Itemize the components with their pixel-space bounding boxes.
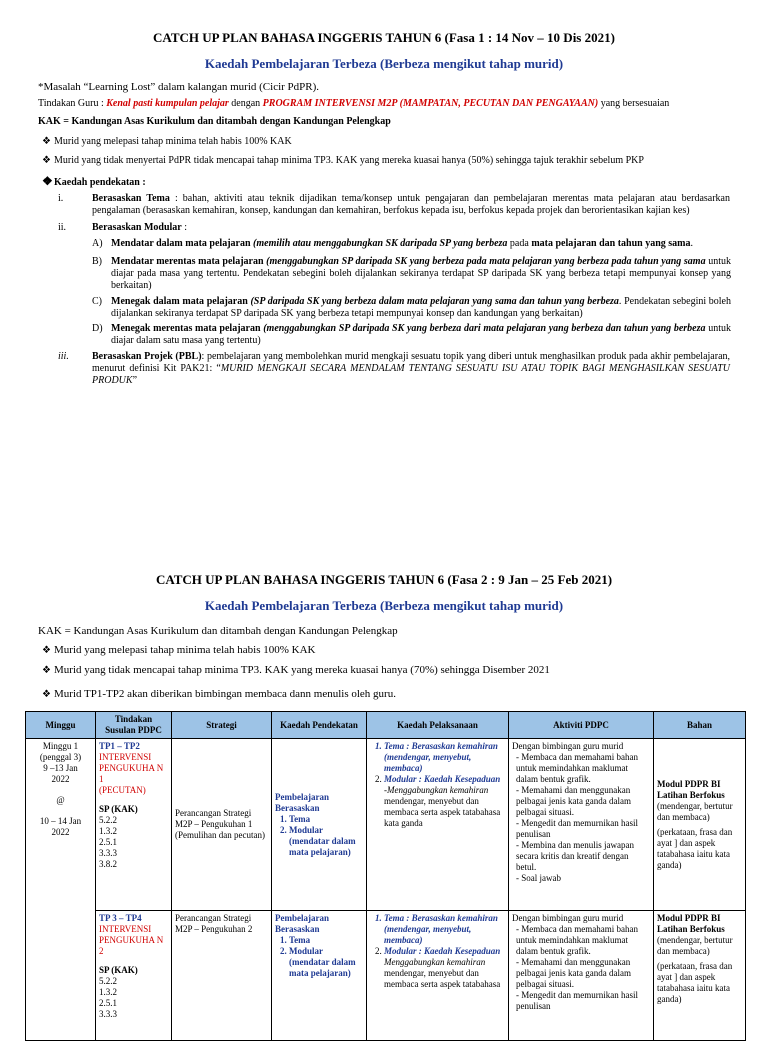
pelaksanaan-item <box>384 946 505 990</box>
pelaksanaan-item: 1. Tema : Berasaskan kemahiran (mendengar, menyebut, membaca) <box>384 741 505 774</box>
diamond-icon: ❖ <box>42 645 51 656</box>
action-prefix: Tindakan Guru : <box>38 98 107 109</box>
action-mid: dengan <box>228 98 263 109</box>
aktiviti-item: - Membaca dan memahami bahan untuk memindahkan maklumat dalam bentuk grafik. <box>516 924 638 956</box>
pendekatan-head: Pembelajaran Berasaskan <box>275 913 329 934</box>
item-ii <box>92 222 187 234</box>
aktiviti-item-text: Membaca dan memahami bahan untuk memindahkan maklumat dalam bentuk grafik. <box>516 924 638 956</box>
pelaksanaan-item-ital: Menggabungkan kemahiran <box>384 957 486 967</box>
tp-label: TP 3 – TP4 <box>99 913 142 923</box>
sp-code: 5.2.2 <box>99 976 117 986</box>
item-iii-bold: Berasaskan Projek (PBL) <box>92 351 202 362</box>
aktiviti-item: - Mengedit dan memurnikan hasil penulisan <box>516 990 638 1011</box>
p2-bullet2-text: Murid yang tidak mencapai tahap minima TP3. KAK yang mereka kuasai hanya (70%) sehingga Disember 2021 <box>54 664 550 676</box>
item-C-ital: (SP daripada SK yang berbeza dalam mata pelajaran yang sama dan tahun yang berbeza <box>247 296 619 307</box>
aktiviti-item-text: Memahami dan menggunakan pelbagai jenis kata ganda dalam pelbagai situasi. <box>516 957 631 989</box>
table-row <box>26 911 746 1041</box>
item-iii-ital: MURID MENGKAJI SECARA MENDALAM TENTANG SESUATU ISU ATAU TOPIK BAGI MENGHASILKAN SESUATU PRODUK <box>92 363 730 386</box>
action-group: Kenal pasti kumpulan pelajar <box>106 98 229 109</box>
item-A-ital: (memilih atau menggabungkan SK daripada SP yang berbeza <box>250 238 508 249</box>
item-B <box>111 256 731 292</box>
header-pendekatan: Kaedah Pendekatan <box>272 712 367 739</box>
pendekatan-head: Pembelajaran Berasaskan <box>275 791 329 813</box>
cell-aktiviti <box>509 739 654 911</box>
phase1-kak: KAK = Kandungan Asas Kurikulum dan ditambah dengan Kandungan Pelengkap <box>38 116 391 127</box>
phase2-subtitle: Kaedah Pembelajaran Terbeza (Berbeza mengikut tahap murid) <box>204 598 564 613</box>
phase2-bullet1 <box>42 644 316 657</box>
item-ii-text: : <box>181 222 188 233</box>
aktiviti-item-text: Mengedit dan memurnikan hasil penulisan <box>516 990 638 1011</box>
item-i-bold: Berasaskan Tema <box>92 193 170 204</box>
bahan-line: (mendengar, bertutur dan membaca) <box>657 800 733 822</box>
item-A-bold2: mata pelajaran dan tahun yang sama <box>531 238 691 249</box>
minggu-line: @ <box>56 795 65 805</box>
pendekatan-item-label: Modular <box>289 946 324 956</box>
phase1-bullet1 <box>42 136 742 148</box>
phase1-approach-heading <box>42 175 146 189</box>
approach-heading-text: Kaedah pendekatan : <box>54 177 146 188</box>
item-B-text: untuk diajar pada masa yang tertentu. Pendekatan sebegini boleh dijalankan sekiranya terdapat SP daripada SK yang berbeza tetapi mempunyai konsep yang berkaitan) <box>111 256 732 291</box>
item-C-bold: Menegak dalam mata pelajaran <box>111 296 248 307</box>
pendekatan-item <box>289 946 363 979</box>
pelaksanaan-item-ital: -Menggabungkan kemahiran <box>384 785 489 795</box>
bahan-title: Modul PDPR BI Latihan Berfokus <box>657 913 725 934</box>
item-D-text: untuk diajar dalam satu masa yang tertentu) <box>111 323 731 346</box>
action-program: PROGRAM INTERVENSI M2P (MAMPATAN, PECUTAN DAN PENGAYAAN) <box>262 98 599 109</box>
aktiviti-head: Dengan bimbingan guru murid <box>512 913 624 923</box>
cell-aktiviti <box>509 911 654 1041</box>
item-iii <box>92 351 730 387</box>
aktiviti-item: - Soal jawab <box>516 873 561 883</box>
pendekatan-item <box>289 825 363 858</box>
item-D-bold: Menegak merentas mata pelajaran <box>111 323 261 334</box>
aktiviti-item-text: Memahami dan menggunakan pelbagai jenis kata ganda dalam pelbagai situasi. <box>516 785 631 817</box>
minggu-line: 2022 <box>51 774 70 784</box>
item-i <box>92 193 730 217</box>
cell-pelaksanaan <box>367 739 509 911</box>
phase1-action <box>38 98 748 110</box>
cell-strategi: Perancangan Strategi M2P – Pengukuhan 2 <box>172 911 272 1041</box>
pelaksanaan-item-text: mendengar, menyebut dan membaca serta aspek tatabahasa <box>384 968 501 989</box>
item-C <box>111 296 731 320</box>
bahan-line: (mendengar, bertutur dan membaca) <box>657 935 733 956</box>
item-C-num: C) <box>92 296 102 307</box>
bullet2-text: Murid yang tidak menyertai PdPR tidak mencapai tahap minima TP3. KAK yang mereka kuasai hanya (50%) sehingga tajuk terakhir sebelum PKP <box>54 155 644 166</box>
sp-code: 3.8.2 <box>99 859 117 869</box>
item-B-bold: Mendatar merentas mata pelajaran <box>111 256 264 267</box>
header-strategi: Strategi <box>172 712 272 739</box>
aktiviti-item: - Membaca dan memahami bahan untuk memindahkan maklumat dalam bentuk grafik. <box>516 752 638 784</box>
phase1-issue: *Masalah “Learning Lost” dalam kalangan murid (Cicir PdPR). <box>38 81 320 93</box>
item-iii-text: : pembelajaran yang membolehkan murid mengkaji sesuatu topik yang diberi untuk menghasilkan produk pada akhir pembelajaran, menurut definisi Kit PAK21: “ <box>92 351 731 374</box>
phase1-subtitle: Kaedah Pembelajaran Terbeza (Berbeza mengikut tahap murid) <box>204 56 564 71</box>
sp-code: 5.2.2 <box>99 815 117 825</box>
diamond-icon: ❖ <box>42 665 51 676</box>
cell-bahan <box>654 911 746 1041</box>
sp-label: SP (KAK) <box>99 965 138 975</box>
sp-code: 2.5.1 <box>99 837 117 847</box>
item-D <box>111 323 731 347</box>
action-suffix: yang bersesuaian <box>598 98 670 109</box>
pendekatan-item-label: Modular <box>289 824 324 835</box>
sp-label: SP (KAK) <box>99 804 138 814</box>
item-B-num: B) <box>92 256 102 267</box>
minggu-line: 2022 <box>51 827 70 837</box>
item-B-ital: (menggabungkan SP daripada SK yang berbeza pada mata pelajaran yang berbeza pada tahun yang sama <box>263 256 706 267</box>
sp-code: 1.3.2 <box>99 987 117 997</box>
bullet1-text: Murid yang melepasi tahap minima telah habis 100% KAK <box>54 136 292 147</box>
table-header-row <box>26 712 746 739</box>
header-bahan: Bahan <box>654 712 746 739</box>
tp-label: TP1 – TP2 <box>99 741 140 751</box>
aktiviti-item: - Memahami dan menggunakan pelbagai jenis kata ganda dalam pelbagai situasi. <box>516 957 631 989</box>
cell-tindakan <box>96 911 172 1041</box>
bahan-title: Modul PDPR BI Latihan Berfokus <box>657 778 725 800</box>
intervention-label: INTERVENSI PENGUKUHA N 2 <box>99 924 164 956</box>
aktiviti-item: - Mengedit dan memurnikan hasil penulisan <box>516 818 638 839</box>
cell-tindakan <box>96 739 172 911</box>
pendekatan-item-detail: (mendatar dalam mata pelajaran) <box>289 835 356 857</box>
minggu-line: Minggu 1 <box>42 741 79 751</box>
item-A-mid: pada <box>507 238 532 249</box>
item-A <box>111 238 731 250</box>
header-tindakan: Tindakan Susulan PDPC <box>96 712 172 739</box>
item-i-num: i. <box>58 193 64 204</box>
pendekatan-item-detail: (mendatar dalam mata pelajaran) <box>289 957 356 978</box>
aktiviti-item: - Membina dan menulis jawapan secara kritis dan kreatif dengan betul. <box>516 840 634 872</box>
table-row <box>26 739 746 911</box>
diamond-icon: ❖ <box>42 689 51 700</box>
item-A-num: A) <box>92 238 103 249</box>
item-D-ital: (menggabungkan SP daripada SK yang berbeza dari mata pelajaran yang berbeza dan tahun yang berbeza <box>260 323 706 334</box>
item-A-bold: Mendatar dalam mata pelajaran <box>111 238 251 249</box>
item-iii-num: iii. <box>58 351 69 362</box>
pelaksanaan-item <box>384 774 505 829</box>
pelaksanaan-item-text: mendengar, menyebut dan membaca serta aspek tatabahasa kata ganda <box>384 796 501 828</box>
cell-pendekatan <box>272 739 367 911</box>
pendekatan-item: 1. Tema <box>289 935 363 946</box>
p2-bullet3-text: Murid TP1-TP2 akan diberikan bimbingan membaca dann menulis oleh guru. <box>54 688 396 700</box>
minggu-line: 9 –13 Jan <box>43 763 78 773</box>
pendekatan-item: 1. Tema <box>289 814 363 825</box>
mode-label: (PECUTAN) <box>99 785 146 795</box>
aktiviti-item-text: Soal jawab <box>521 873 561 883</box>
header-aktiviti: Aktiviti PDPC <box>509 712 654 739</box>
item-ii-num: ii. <box>58 222 67 233</box>
item-D-num: D) <box>92 323 103 334</box>
aktiviti-item-text: Mengedit dan memurnikan hasil penulisan <box>516 818 638 839</box>
pelaksanaan-item-label: Modular : Kaedah Kesepaduan <box>384 774 501 784</box>
bahan-line: (perkataan, frasa dan ayat ] dan aspek tatabahasa iaitu kata ganda) <box>657 826 733 870</box>
p2-bullet1-text: Murid yang melepasi tahap minima telah habis 100% KAK <box>54 644 316 656</box>
sp-code: 3.3.3 <box>99 1009 117 1019</box>
item-i-text: : bahan, aktiviti atau teknik dijadikan tema/konsep untuk pengajaran dan pembelajaran merentas mata pelajaran atau berdasarkan pengalaman (berasaskan kemahiran, konsep, kandungan dan kemahiran, berfokus kepada isu, berfokus kepada projek dan berorientasikan kajian kes) <box>92 193 730 216</box>
phase1-bullet2 <box>42 155 742 167</box>
item-ii-bold: Berasaskan Modular <box>92 222 182 233</box>
bahan-line: (perkataan, frasa dan ayat ] dan aspek tatabahasa iaitu kata ganda) <box>657 961 733 1004</box>
diamond-icon: ❖ <box>42 155 51 166</box>
aktiviti-item: - Memahami dan menggunakan pelbagai jenis kata ganda dalam pelbagai situasi. <box>516 785 631 817</box>
plan-table <box>25 711 746 1041</box>
header-minggu: Minggu <box>26 712 96 739</box>
cell-pendekatan <box>272 911 367 1041</box>
pelaksanaan-item-label: Modular : Kaedah Kesepaduan <box>384 946 501 956</box>
cell-minggu <box>26 739 96 1041</box>
cell-strategi: Perancangan Strategi M2P – Pengukuhan 1 (Pemulihan dan pecutan) <box>172 739 272 911</box>
item-iii-end: ” <box>132 375 138 386</box>
phase2-bullet2 <box>42 664 550 677</box>
minggu-line: (penggal 3) <box>39 752 82 762</box>
phase2-kak: KAK = Kandungan Asas Kurikulum dan ditambah dengan Kandungan Pelengkap <box>38 625 398 637</box>
pelaksanaan-item: 1. Tema : Berasaskan kemahiran (mendengar, menyebut, membaca) <box>384 913 505 946</box>
diamond-icon: ❖ <box>42 136 51 147</box>
intervention-label: INTERVENSI PENGUKUHA N 1 <box>99 752 164 784</box>
aktiviti-head: Dengan bimbingan guru murid <box>512 741 624 751</box>
aktiviti-item-text: Membaca dan memahami bahan untuk memindahkan maklumat dalam bentuk grafik. <box>516 752 638 784</box>
phase1-title: CATCH UP PLAN BAHASA INGGERIS TAHUN 6 (Fasa 1 : 14 Nov – 10 Dis 2021) <box>153 30 615 45</box>
item-C-text: . Pendekatan sebegini boleh dijalankan sekiranya terdapat SP daripada SK yang berbeza tetapi mempunyai konsep dan kandungan yang berkaitan) <box>111 296 731 319</box>
phase2-title: CATCH UP PLAN BAHASA INGGERIS TAHUN 6 (Fasa 2 : 9 Jan – 25 Feb 2021) <box>155 572 613 587</box>
minggu-line: 10 – 14 Jan <box>39 816 82 826</box>
diamond-icon: ❖ <box>42 174 53 188</box>
sp-code: 3.3.3 <box>99 848 117 858</box>
item-A-end: . <box>690 238 694 249</box>
sp-code: 1.3.2 <box>99 826 117 836</box>
cell-bahan <box>654 739 746 911</box>
cell-pelaksanaan <box>367 911 509 1041</box>
phase2-bullet3 <box>42 688 396 701</box>
sp-code: 2.5.1 <box>99 998 117 1008</box>
header-pelaksanaan: Kaedah Pelaksanaan <box>367 712 509 739</box>
aktiviti-item-text: Membina dan menulis jawapan secara kritis dan kreatif dengan betul. <box>516 840 634 872</box>
